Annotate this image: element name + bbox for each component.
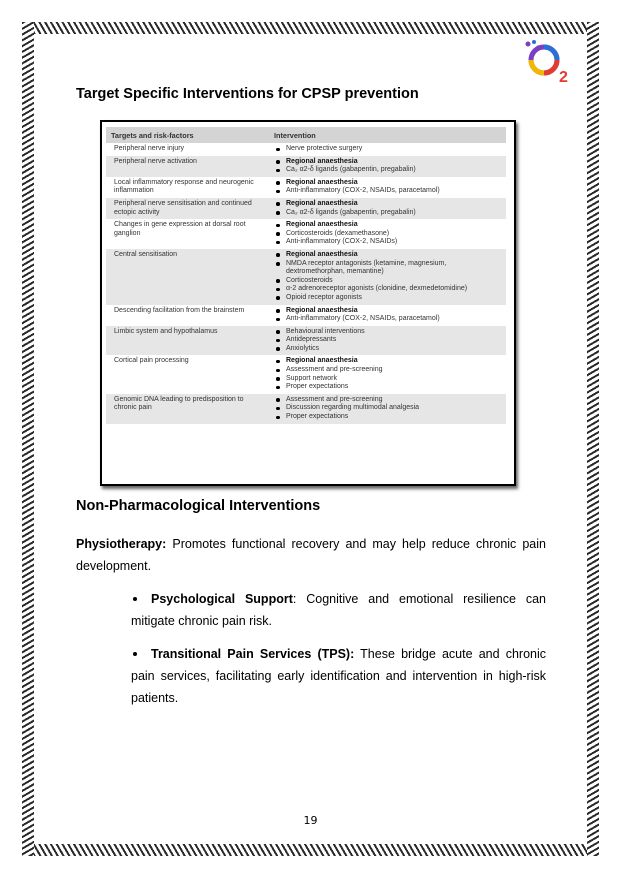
page-border-top bbox=[22, 22, 599, 34]
physiotherapy-paragraph bbox=[76, 533, 546, 577]
bullet-label: Psychological Support bbox=[151, 592, 293, 606]
intervention-item: Assessment and pre-screening bbox=[274, 396, 501, 405]
table-header-row bbox=[106, 127, 506, 143]
svg-text:2: 2 bbox=[559, 69, 568, 86]
intervention-cell bbox=[269, 326, 506, 356]
target-cell: Local inflammatory response and neurogenic inflammation bbox=[114, 178, 254, 195]
page-border-left bbox=[22, 22, 34, 856]
intervention-item: Regional anaesthesia bbox=[274, 357, 501, 366]
intervention-item: Opioid receptor agonists bbox=[274, 294, 501, 303]
target-cell: Genomic DNA leading to predisposition to chronic pain bbox=[106, 394, 269, 424]
intervention-item: Antidepressants bbox=[274, 336, 501, 345]
bullet-transitional-pain-services bbox=[131, 643, 546, 709]
page-border-bottom bbox=[22, 844, 599, 856]
intervention-list bbox=[274, 145, 501, 154]
intervention-cell bbox=[269, 305, 506, 326]
section-heading-non-pharmacological: Non-Pharmacological Interventions bbox=[76, 498, 321, 514]
table-row bbox=[106, 198, 506, 219]
table-row bbox=[106, 249, 506, 305]
intervention-list bbox=[274, 179, 501, 196]
target-cell: Peripheral nerve injury bbox=[114, 145, 185, 152]
intervention-item: Assessment and pre-screening bbox=[274, 366, 501, 375]
bullet-label: Transitional Pain Services (TPS): bbox=[151, 647, 355, 661]
intervention-cell bbox=[269, 143, 506, 156]
intervention-item: Discussion regarding multimodal analgesia bbox=[274, 404, 501, 413]
intervention-cell bbox=[269, 198, 506, 219]
table-row bbox=[106, 355, 506, 393]
bullet-psychological-support bbox=[131, 588, 546, 632]
target-cell: Changes in gene expression at dorsal root ganglion bbox=[114, 221, 246, 237]
intervention-item: Regional anaesthesia bbox=[274, 200, 501, 209]
intervention-item: α-2 adrenoreceptor agonists (clonidine, dexmedetomidine) bbox=[274, 285, 501, 294]
intervention-list bbox=[274, 307, 501, 324]
table-row bbox=[106, 143, 506, 156]
intervention-item: Regional anaesthesia bbox=[274, 221, 501, 230]
interventions-table bbox=[106, 127, 506, 424]
table-row bbox=[106, 177, 506, 198]
column-header-intervention: Intervention bbox=[269, 127, 506, 143]
intervention-item: Behavioural interventions bbox=[274, 328, 501, 337]
o2-logo bbox=[522, 38, 578, 86]
intervention-item: Anti-inflammatory (COX-2, NSAIDs) bbox=[274, 238, 501, 247]
intervention-item: Regional anaesthesia bbox=[274, 251, 501, 260]
bullet-text: : Cognitive and emotional resilience can mitigate chronic pain risk. bbox=[131, 592, 546, 628]
intervention-item: Support network bbox=[274, 375, 501, 384]
intervention-item: Nerve protective surgery bbox=[274, 145, 501, 154]
intervention-item: Anxiolytics bbox=[274, 345, 501, 354]
intervention-item: Proper expectations bbox=[274, 383, 501, 392]
physiotherapy-text: Promotes functional recovery and may help reduce chronic pain development. bbox=[76, 537, 546, 573]
intervention-list bbox=[274, 251, 501, 303]
target-cell: Peripheral nerve activation bbox=[106, 156, 269, 177]
intervention-cell bbox=[269, 219, 506, 249]
intervention-list bbox=[274, 158, 501, 175]
section-heading-interventions: Target Specific Interventions for CPSP prevention bbox=[76, 86, 419, 102]
page-number: 19 bbox=[303, 814, 318, 827]
intervention-item: Regional anaesthesia bbox=[274, 307, 501, 316]
intervention-item: Corticosteroids bbox=[274, 277, 501, 286]
table-row bbox=[106, 305, 506, 326]
intervention-list bbox=[274, 221, 501, 247]
interventions-table-figure bbox=[100, 120, 516, 486]
intervention-item: Ca₂ α2-δ ligands (gabapentin, pregabalin) bbox=[274, 209, 501, 218]
intervention-list bbox=[274, 357, 501, 391]
bullet-icon bbox=[133, 597, 137, 601]
physiotherapy-label: Physiotherapy: bbox=[76, 537, 167, 551]
table-row bbox=[106, 156, 506, 177]
target-cell: Peripheral nerve sensitisation and continued ectopic activity bbox=[106, 198, 269, 219]
intervention-item: Anti-inflammatory (COX-2, NSAIDs, paracetamol) bbox=[274, 315, 501, 324]
bullet-icon bbox=[133, 652, 137, 656]
target-cell: Descending facilitation from the brainstem bbox=[114, 306, 245, 314]
table-body bbox=[106, 143, 506, 424]
intervention-list bbox=[274, 396, 501, 422]
intervention-cell bbox=[269, 394, 506, 424]
table-row bbox=[106, 219, 506, 249]
intervention-item: Corticosteroids (dexamethasone) bbox=[274, 230, 501, 239]
table-row bbox=[106, 326, 506, 356]
intervention-cell bbox=[269, 177, 506, 198]
intervention-list bbox=[274, 328, 501, 354]
intervention-item: Regional anaesthesia bbox=[274, 158, 501, 167]
column-header-targets: Targets and risk-factors bbox=[106, 127, 269, 143]
intervention-item: NMDA receptor antagonists (ketamine, magnesium, dextromethorphan, memantine) bbox=[274, 260, 501, 277]
intervention-cell bbox=[269, 249, 506, 305]
table-row bbox=[106, 394, 506, 424]
intervention-cell bbox=[269, 355, 506, 393]
intervention-list bbox=[274, 200, 501, 217]
page-border-right bbox=[587, 22, 599, 856]
intervention-cell bbox=[269, 156, 506, 177]
bullet-text: These bridge acute and chronic pain services, facilitating early identification and intervention in high-risk patients. bbox=[131, 647, 547, 705]
target-cell: Central sensitisation bbox=[106, 249, 269, 305]
intervention-item: Ca₂ α2-δ ligands (gabapentin, pregabalin) bbox=[274, 166, 501, 175]
intervention-item: Proper expectations bbox=[274, 413, 501, 422]
intervention-item: Regional anaesthesia bbox=[274, 179, 501, 188]
target-cell: Cortical pain processing bbox=[114, 357, 189, 365]
target-cell: Limbic system and hypothalamus bbox=[106, 326, 269, 356]
intervention-item: Anti-inflammatory (COX-2, NSAIDs, paracetamol) bbox=[274, 187, 501, 196]
